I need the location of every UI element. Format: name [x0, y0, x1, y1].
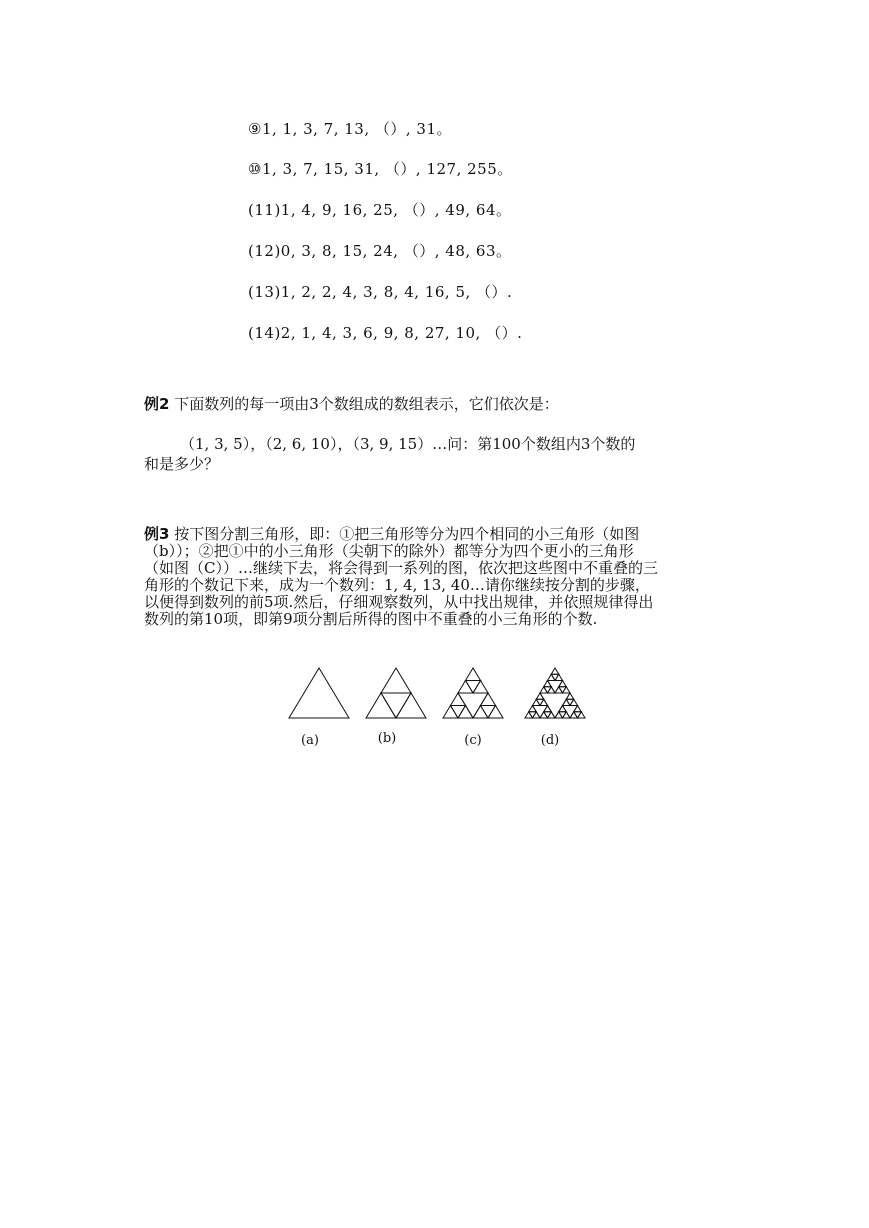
- triangle-figure-d: [525, 668, 585, 718]
- triangle-outline: [570, 712, 578, 718]
- triangle-outline: [473, 681, 488, 694]
- example3-line5: 以便得到数列的前5项.然后，仔细观察数列，从中找出规律，并依照规律得出: [144, 593, 654, 611]
- sequence-9: ⑨1, 1, 3, 7, 13, （）, 31。: [248, 120, 453, 138]
- triangle-figure-c: [443, 668, 503, 718]
- triangle-outline: [544, 706, 552, 712]
- triangle-outline: [466, 668, 481, 681]
- triangle-outline: [570, 699, 578, 705]
- triangle-outline: [451, 706, 466, 719]
- triangle-outline: [451, 693, 466, 706]
- triangle-outline: [563, 687, 571, 693]
- triangle-outline: [551, 668, 559, 674]
- triangle-outline: [555, 687, 563, 693]
- triangle-outline: [381, 693, 411, 718]
- example3-line3: （如图（C））…继续下去，将会得到一系列的图，依次把这些图中不重叠的三: [144, 559, 658, 577]
- triangle-outline: [396, 693, 426, 718]
- triangle-outline: [443, 706, 458, 719]
- sequence-12: (12)0, 3, 8, 15, 24, （）, 48, 63。: [248, 242, 512, 260]
- triangle-figure-b: [366, 668, 426, 718]
- triangle-outline: [559, 681, 567, 687]
- triangle-outline: [481, 693, 496, 706]
- triangle-outline: [525, 712, 533, 718]
- example2-line3: 和是多少？: [144, 455, 220, 473]
- example3-paragraph: [144, 526, 744, 628]
- triangle-outline: [529, 706, 537, 712]
- triangle-outline: [366, 693, 396, 718]
- triangle-outline: [540, 687, 548, 693]
- sierpinski-figures: [280, 660, 600, 755]
- example3-line1-wrap: [144, 526, 744, 543]
- triangle-outline: [544, 681, 552, 687]
- triangle-outline: [555, 674, 563, 680]
- caption-b: (b): [377, 731, 397, 746]
- sequence-11: (11)1, 4, 9, 16, 25, （）, 49, 64。: [248, 201, 512, 219]
- triangle-outline: [574, 706, 582, 712]
- triangle-outline: [563, 712, 571, 718]
- example3-label: 例3: [144, 525, 170, 543]
- triangle-outline: [566, 693, 574, 699]
- triangle-outline: [563, 699, 571, 705]
- triangle-outline: [481, 706, 496, 719]
- sequence-14: (14)2, 1, 4, 3, 6, 9, 8, 27, 10, （）.: [248, 324, 523, 342]
- example2-question: [144, 396, 744, 413]
- triangle-outline: [289, 668, 349, 718]
- example3-line1: 按下图分割三角形，即：①把三角形等分为四个相同的小三角形（如图: [174, 525, 640, 543]
- triangle-outline: [473, 706, 488, 719]
- triangle-outline: [381, 668, 411, 693]
- example3-line4: 角形的个数记下来，成为一个数列：1, 4, 13, 40…请你继续按分割的步骤，: [144, 576, 650, 594]
- caption-c: (c): [464, 733, 482, 748]
- triangle-outline: [533, 712, 541, 718]
- triangle-outline: [559, 706, 567, 712]
- triangle-outline: [555, 712, 563, 718]
- triangle-outline: [578, 712, 586, 718]
- triangle-outline: [533, 699, 541, 705]
- triangle-outline: [466, 681, 481, 694]
- example2-label: 例2: [144, 395, 170, 413]
- example2-line1: 下面数列的每一项由3个数组成的数组表示，它们依次是：: [174, 395, 559, 413]
- sequence-10: ⑩1, 3, 7, 15, 31, （）, 127, 255。: [248, 160, 513, 178]
- sequence-13: (13)1, 2, 2, 4, 3, 8, 4, 16, 5, （）.: [248, 283, 513, 301]
- triangle-outline: [536, 693, 544, 699]
- caption-a: (a): [301, 733, 319, 748]
- triangle-outline: [540, 699, 548, 705]
- triangle-outline: [540, 712, 548, 718]
- triangle-outline: [548, 674, 556, 680]
- triangle-figure-a: [289, 668, 349, 718]
- triangle-outline: [548, 687, 556, 693]
- example2-line2: （1, 3, 5），（2, 6, 10），（3, 9, 15）…问：第100个数组内3个数的: [180, 435, 636, 453]
- example3-line6: 数列的第10项，即第9项分割后所得的图中不重叠的小三角形的个数.: [144, 610, 598, 628]
- triangle-outline: [488, 706, 503, 719]
- caption-d: (d): [540, 733, 560, 748]
- triangle-outline: [458, 681, 473, 694]
- example3-line2: （b））；②把①中的小三角形（尖朝下的除外）都等分为四个更小的三角形: [144, 542, 634, 560]
- triangle-outline: [548, 712, 556, 718]
- triangle-outline: [458, 706, 473, 719]
